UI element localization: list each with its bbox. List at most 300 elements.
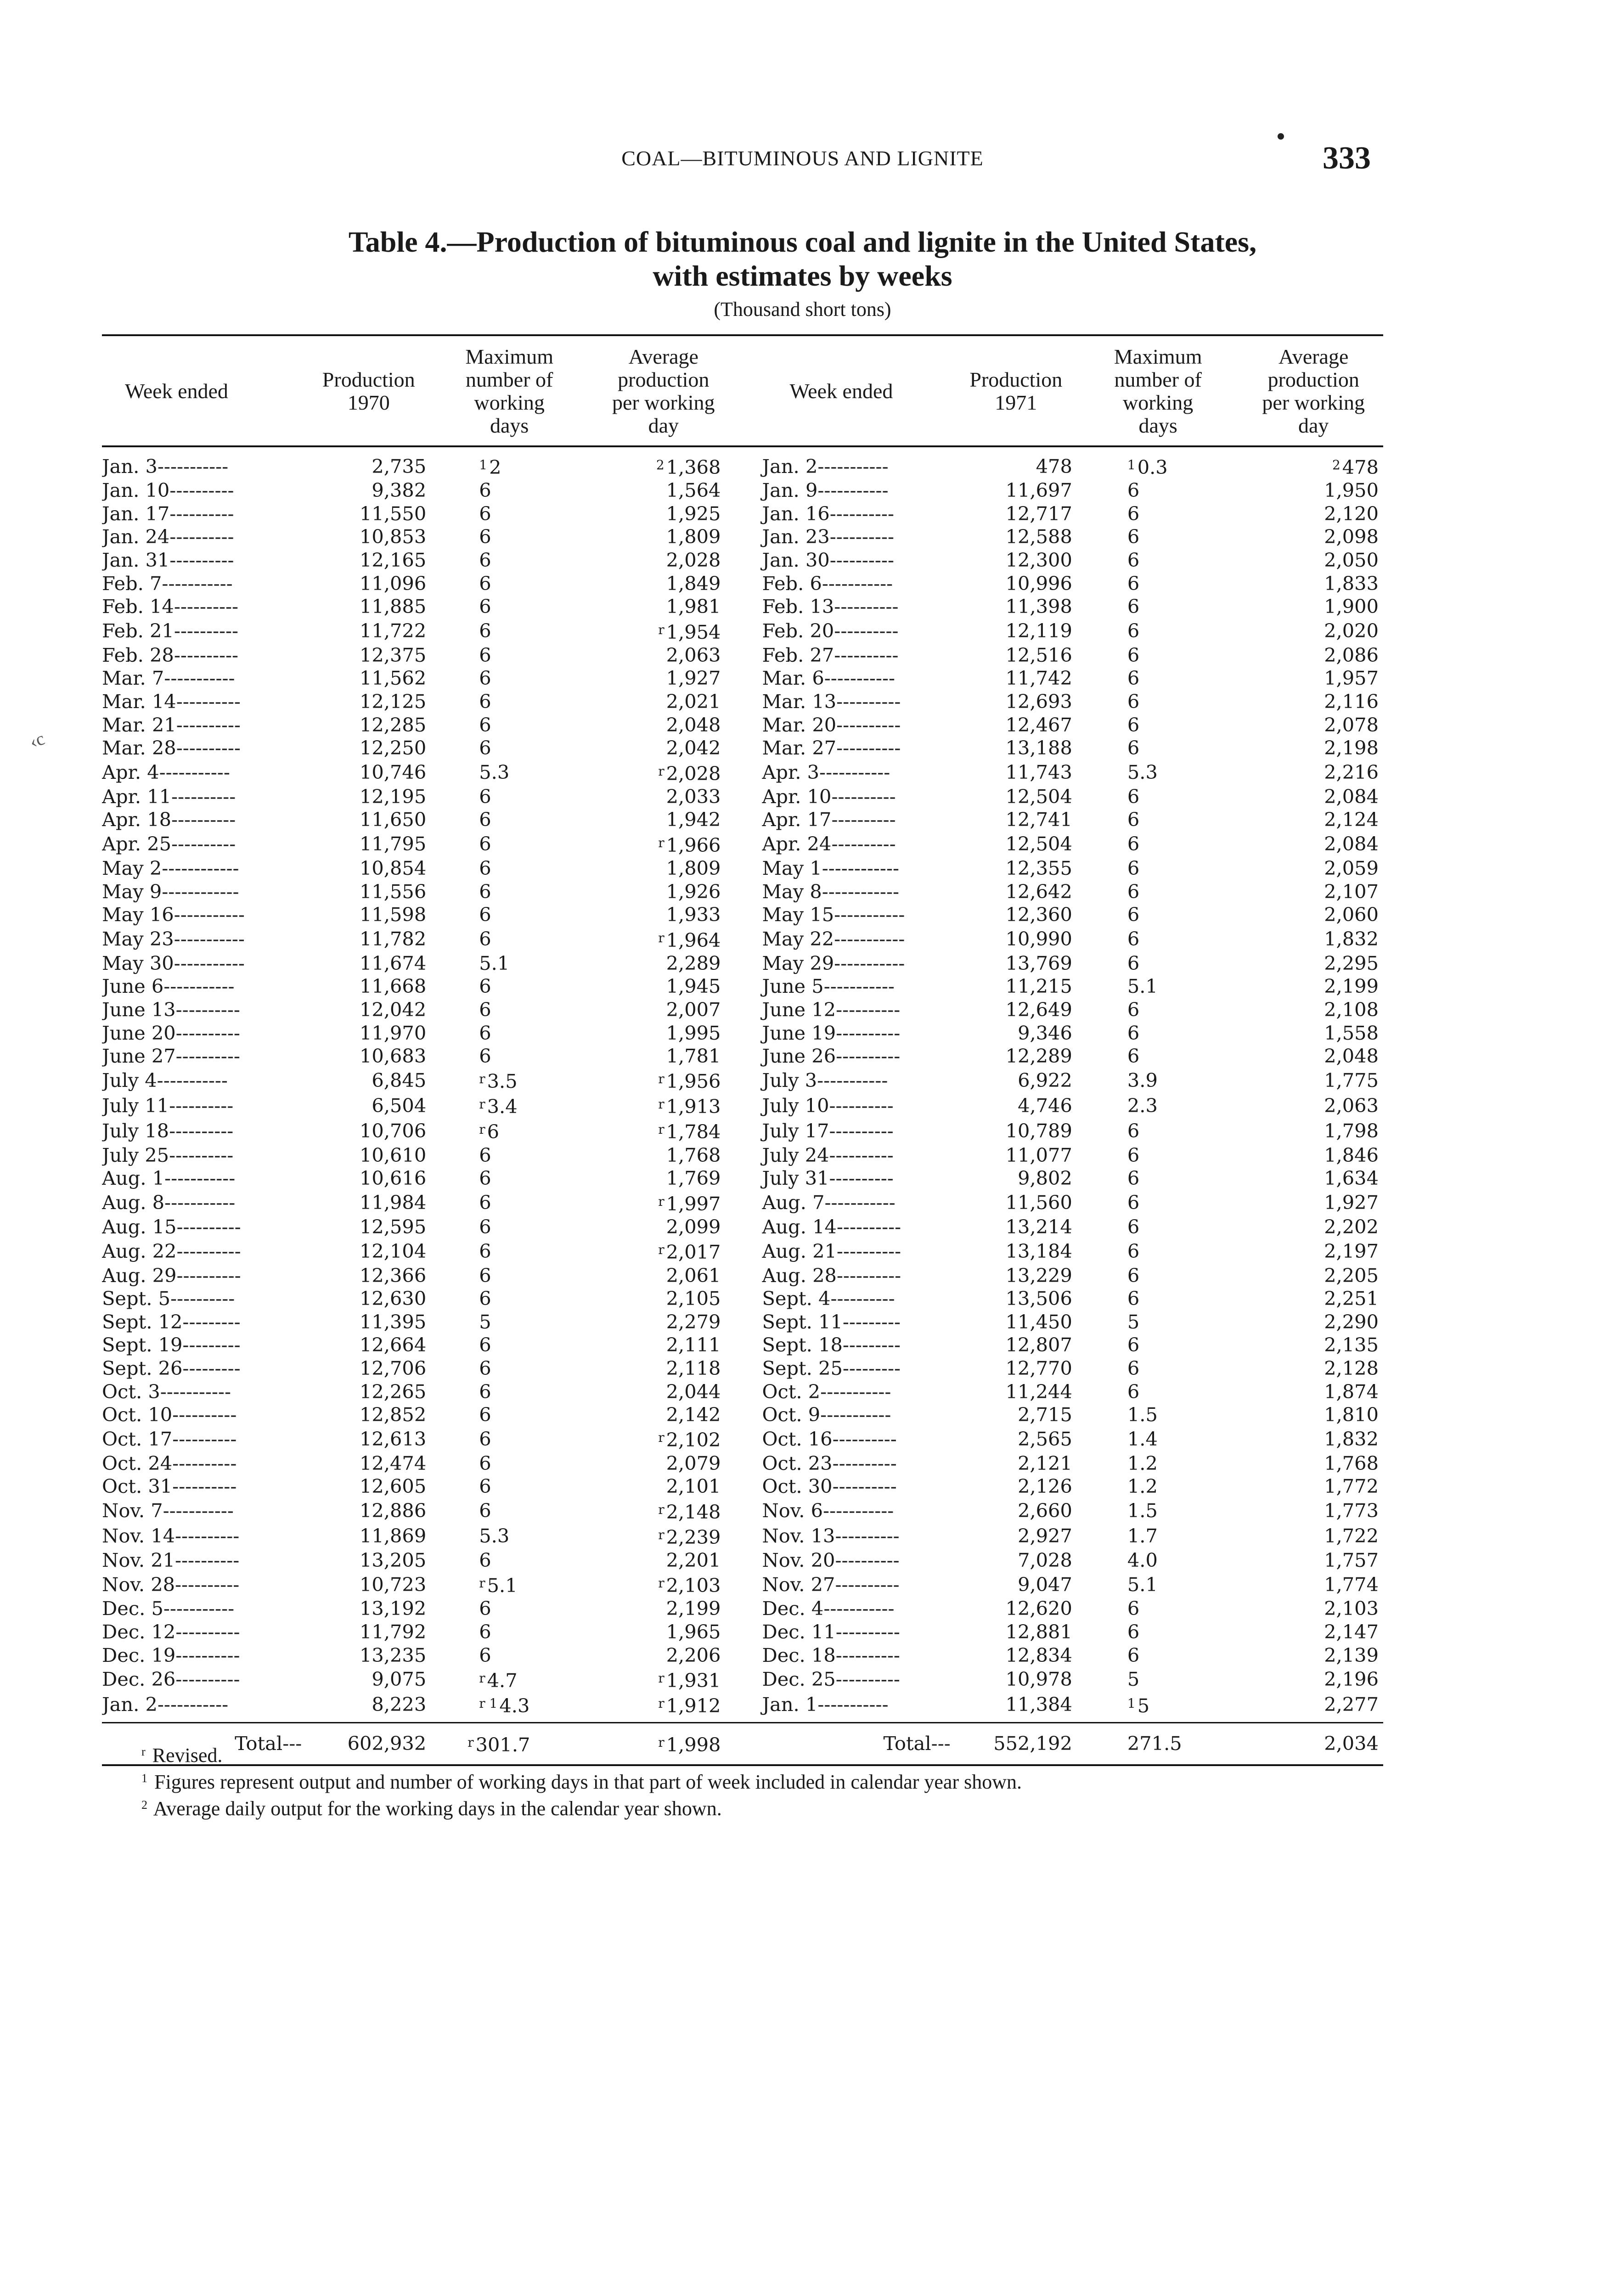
max-days-1970 [426,1021,592,1045]
avg-per-day-1971-value: 2,295 [1324,951,1379,974]
production-1971: 12,881 [1005,1621,1072,1643]
production-1970: 10,853 [360,525,427,548]
max-days-1970 [426,1190,592,1216]
week-ended-1970: Nov. 7----------- [102,1499,234,1522]
avg-per-day-1970-value: 1,925 [666,502,721,525]
avg-per-day-1970-mark: r [658,1502,665,1517]
max-days-1970-value: 6 [479,1264,491,1287]
avg-per-day-1971 [1244,880,1383,903]
week-ended-1970: Oct. 10---------- [102,1403,237,1426]
running-head: COAL—BITUMINOUS AND LIGNITE [621,146,984,170]
max-days-1971-value: 6 [1127,572,1140,595]
max-days-1971-value: 1.5 [1127,1403,1158,1426]
avg-per-day-1970 [592,690,734,714]
week-ended-1970: Feb. 14---------- [102,595,239,618]
avg-per-day-1970-mark: r [658,835,665,850]
max-days-1971 [1072,998,1244,1022]
week-ended-1971: July 3----------- [762,1069,888,1092]
week-ended-1971: Aug. 14---------- [762,1215,901,1238]
production-1970: 12,886 [360,1499,427,1522]
avg-per-day-1970 [592,760,734,785]
max-days-1970 [426,713,592,737]
avg-per-day-1970-value: 2,021 [666,690,721,713]
avg-per-day-1971-value: 2,107 [1324,880,1379,903]
avg-per-day-1970 [592,1380,734,1403]
avg-per-day-1970 [592,644,734,667]
week-ended-1970: Jan. 2----------- [102,1693,229,1716]
avg-per-day-1970 [592,502,734,526]
week-ended-1971: Mar. 20---------- [762,713,901,736]
max-days-1971-value: 6 [1127,785,1140,808]
max-days-1970-value: 4.7 [487,1669,518,1692]
week-ended-1970: Apr. 11---------- [102,785,236,808]
max-days-1971 [1072,857,1244,880]
production-1970: 11,668 [360,975,427,998]
max-days-1970 [426,502,592,526]
avg-per-day-1970 [592,1597,734,1621]
max-days-1970 [426,975,592,998]
avg-per-day-1970-value: 1,809 [666,857,721,880]
avg-per-day-1970-value: 2,028 [666,549,721,572]
max-days-1971-value: 6 [1127,1264,1140,1287]
max-days-1971-value: 6 [1127,1143,1140,1166]
avg-per-day-1970-value: 2,111 [666,1334,721,1356]
avg-per-day-1971-value: 2,128 [1324,1356,1379,1379]
total-avg-per-day-1970-value: 1,998 [666,1733,721,1756]
production-1971: 2,927 [1018,1525,1072,1548]
avg-per-day-1971 [1244,1216,1383,1239]
avg-per-day-1971 [1244,1475,1383,1498]
avg-per-day-1970 [592,903,734,927]
max-days-1970 [426,572,592,595]
production-1970: 12,613 [360,1427,427,1450]
week-ended-1971: Dec. 4----------- [762,1597,895,1620]
max-days-1971 [1072,1549,1244,1572]
avg-per-day-1971 [1244,713,1383,737]
max-days-1971 [1072,952,1244,975]
avg-per-day-1970 [592,1357,734,1380]
header-max-days-1971: Maximum number of working days [1114,345,1202,437]
avg-per-day-1971 [1244,525,1383,549]
avg-per-day-1971 [1244,1643,1383,1667]
avg-per-day-1970 [592,525,734,549]
production-1971: 11,560 [1005,1191,1072,1214]
max-days-1971-value: 6 [1127,808,1140,831]
max-days-1970-value: 6 [479,1548,491,1571]
max-days-1971 [1072,1045,1244,1068]
week-ended-1970: Dec. 19---------- [102,1643,240,1666]
avg-per-day-1970-value: 1,564 [666,479,721,502]
table-row [102,927,1383,952]
week-ended-1971: Oct. 23---------- [762,1452,897,1474]
max-days-1970-value: 2 [489,456,501,478]
production-1970: 11,795 [360,833,427,855]
avg-per-day-1970-value: 1,956 [666,1070,721,1093]
avg-per-day-1971-value: 478 [1342,456,1379,478]
production-1971: 9,047 [1018,1573,1072,1596]
avg-per-day-1971 [1244,785,1383,809]
max-days-1971 [1072,1287,1244,1311]
max-days-1970 [426,1216,592,1239]
week-ended-1971: June 12---------- [762,998,901,1021]
avg-per-day-1970-mark: r [658,622,665,637]
avg-per-day-1970 [592,1216,734,1239]
table-row [102,572,1383,595]
production-1971: 10,996 [1005,572,1072,595]
week-ended-1970: Jan. 3----------- [102,455,229,478]
production-1970: 12,125 [360,690,427,713]
max-days-1970 [426,1643,592,1667]
table-row [102,1549,1383,1572]
table-row [102,760,1383,785]
week-ended-1971: July 10---------- [762,1094,894,1117]
avg-per-day-1971 [1244,1597,1383,1621]
max-days-1971 [1072,1426,1244,1452]
avg-per-day-1971 [1244,760,1383,785]
max-days-1971 [1072,1597,1244,1621]
week-ended-1971: May 1------------ [762,857,899,880]
avg-per-day-1970 [592,1045,734,1068]
avg-per-day-1971-value: 1,558 [1324,1021,1379,1044]
table-title-line-2: with estimates by weeks [653,259,952,292]
week-ended-1971: Jan. 16---------- [762,502,894,525]
production-1971: 11,743 [1005,761,1072,784]
week-ended-1971: May 15----------- [762,903,905,926]
avg-per-day-1971 [1244,952,1383,975]
avg-per-day-1970 [592,479,734,502]
avg-per-day-1970-value: 1,981 [666,595,721,618]
week-ended-1971: Dec. 25---------- [762,1668,900,1691]
table-row [102,1310,1383,1334]
avg-per-day-1970-value: 2,048 [666,713,721,736]
max-days-1971 [1072,1524,1244,1549]
table-row [102,903,1383,927]
max-days-1970 [426,998,592,1022]
week-ended-1970: Apr. 18---------- [102,808,236,831]
week-ended-1970: July 11---------- [102,1094,234,1117]
max-days-1970-value: 6 [479,975,491,998]
week-ended-1971: Aug. 21---------- [762,1239,901,1262]
production-1970: 2,735 [372,455,427,478]
max-days-1970-value: 6 [479,572,491,595]
max-days-1970-mark: r [479,1097,485,1112]
production-1970: 11,970 [360,1021,427,1044]
week-ended-1971: Sept. 4---------- [762,1287,895,1310]
production-1971: 11,742 [1005,667,1072,690]
max-days-1970 [426,1334,592,1357]
avg-per-day-1970-value: 1,933 [666,903,721,926]
week-ended-1971: Feb. 20---------- [762,619,899,642]
table-row [102,1118,1383,1143]
week-ended-1971: Jan. 30---------- [762,549,894,572]
avg-per-day-1970-value: 2,148 [666,1500,721,1523]
avg-per-day-1971-value: 2,124 [1324,808,1379,831]
max-days-1970 [426,479,592,502]
max-days-1971 [1072,1118,1244,1143]
table-row [102,644,1383,667]
max-days-1970-value: 6 [479,1643,491,1666]
production-1970: 12,165 [360,549,427,572]
week-ended-1970: Dec. 12---------- [102,1621,240,1643]
max-days-1970 [426,446,592,479]
avg-per-day-1971 [1244,1426,1383,1452]
table-row [102,446,1383,479]
week-ended-1970: Feb. 28---------- [102,643,239,666]
week-ended-1971: Aug. 28---------- [762,1264,901,1287]
total-max-days-1970-mark: r [467,1734,474,1750]
avg-per-day-1971-value: 2,277 [1324,1693,1379,1716]
max-days-1971-value: 6 [1127,928,1140,950]
max-days-1970 [426,760,592,785]
avg-per-day-1971-value: 2,251 [1324,1287,1379,1310]
avg-per-day-1970 [592,1572,734,1597]
total-label-1970: Total--- [102,1722,311,1765]
avg-per-day-1971 [1244,1143,1383,1167]
max-days-1971-value: 3.9 [1127,1069,1158,1092]
production-table-container [102,334,1383,1766]
avg-per-day-1971-value: 1,927 [1324,1191,1379,1214]
avg-per-day-1971 [1244,1068,1383,1093]
week-ended-1970: Oct. 31---------- [102,1475,237,1498]
table-row [102,1380,1383,1403]
max-days-1971 [1072,1238,1244,1264]
max-days-1971-value: 6 [1127,880,1140,903]
avg-per-day-1971-value: 2,135 [1324,1334,1379,1356]
avg-per-day-1970 [592,595,734,619]
avg-per-day-1971 [1244,998,1383,1022]
avg-per-day-1971 [1244,1238,1383,1264]
max-days-1970-value: 5.1 [487,1574,518,1597]
production-1971: 13,769 [1005,951,1072,974]
max-days-1971-value: 6 [1127,713,1140,736]
production-1970: 12,042 [360,998,427,1021]
max-days-1971-value: 1.5 [1127,1499,1158,1522]
avg-per-day-1970-value: 1,913 [666,1095,721,1118]
production-1970: 11,395 [360,1310,427,1333]
avg-per-day-1971-value: 2,120 [1324,502,1379,525]
max-days-1970-mark: r [479,1670,485,1686]
avg-per-day-1971 [1244,1093,1383,1118]
header-week-ended-1971: Week ended [789,379,893,403]
avg-per-day-1970 [592,1334,734,1357]
week-ended-1971: May 8------------ [762,880,899,903]
max-days-1970 [426,1357,592,1380]
avg-per-day-1971-value: 1,634 [1324,1167,1379,1190]
week-ended-1971: June 26---------- [762,1045,901,1068]
avg-per-day-1970-value: 1,995 [666,1021,721,1044]
avg-per-day-1971-value: 1,832 [1324,1427,1379,1450]
table-row [102,1238,1383,1264]
week-ended-1971: June 19---------- [762,1021,901,1044]
production-1971: 12,588 [1005,525,1072,548]
avg-per-day-1971 [1244,690,1383,714]
week-ended-1971: July 24---------- [762,1143,894,1166]
footnote-mark: 2 [141,1798,147,1812]
max-days-1970-value: 6 [479,1215,491,1238]
footnote [141,1740,1404,1767]
avg-per-day-1971-value: 2,202 [1324,1215,1379,1238]
max-days-1970-value: 6 [479,549,491,572]
avg-per-day-1970-value: 1,849 [666,572,721,595]
avg-per-day-1971-value: 1,900 [1324,595,1379,618]
avg-per-day-1971-value: 2,197 [1324,1239,1379,1262]
max-days-1971 [1072,619,1244,644]
week-ended-1971: Jan. 23---------- [762,525,894,548]
avg-per-day-1970-mark: r [658,1576,665,1591]
max-days-1971-value: 6 [1127,737,1140,760]
week-ended-1971: July 31---------- [762,1167,894,1190]
max-days-1970 [426,549,592,572]
week-ended-1970: May 30----------- [102,951,245,974]
max-days-1971 [1072,1643,1244,1667]
max-days-1970-value: 6 [479,1143,491,1166]
max-days-1970 [426,1167,592,1190]
table-row [102,549,1383,572]
max-days-1970 [426,1524,592,1549]
avg-per-day-1971 [1244,857,1383,880]
week-ended-1970: July 4----------- [102,1069,228,1092]
week-ended-1970: Sept. 19--------- [102,1334,241,1356]
table-row [102,595,1383,619]
max-days-1971-value: 6 [1127,1356,1140,1379]
avg-per-day-1971-value: 2,116 [1324,690,1379,713]
avg-per-day-1971 [1244,1287,1383,1311]
max-days-1971 [1072,1264,1244,1287]
week-ended-1970: Oct. 24---------- [102,1452,237,1474]
max-days-1971-value: 5.1 [1127,1573,1158,1596]
avg-per-day-1970-value: 2,063 [666,643,721,666]
avg-per-day-1970 [592,1118,734,1143]
production-1971: 12,467 [1005,713,1072,736]
production-1970: 13,205 [360,1548,427,1571]
avg-per-day-1970-value: 2,105 [666,1287,721,1310]
production-1971: 11,384 [1005,1693,1072,1716]
max-days-1971 [1072,1190,1244,1216]
avg-per-day-1970-value: 1,942 [666,808,721,831]
max-days-1970 [426,857,592,880]
max-days-1971-value: 6 [1127,690,1140,713]
production-1970: 13,235 [360,1643,427,1666]
week-ended-1970: Apr. 25---------- [102,833,236,855]
max-days-1970-value: 5.3 [479,761,510,784]
max-days-1970-value: 6 [479,595,491,618]
week-ended-1970: Nov. 14---------- [102,1525,240,1548]
max-days-1970-value: 6 [479,1167,491,1190]
max-days-1971-value: 5.3 [1127,761,1158,784]
max-days-1971 [1072,1021,1244,1045]
avg-per-day-1970-value: 2,102 [666,1429,721,1452]
avg-per-day-1971 [1244,1045,1383,1068]
avg-per-day-1971-value: 2,147 [1324,1621,1379,1643]
footnote-mark: 1 [141,1772,147,1785]
production-1970: 11,556 [360,880,427,903]
max-days-1970 [426,1621,592,1644]
production-1970: 12,195 [360,785,427,808]
production-1970: 10,610 [360,1143,427,1166]
max-days-1970-mark: r [479,1122,485,1137]
week-ended-1970: Oct. 17---------- [102,1427,237,1450]
avg-per-day-1970 [592,619,734,644]
avg-per-day-1970-value: 2,033 [666,785,721,808]
week-ended-1971: June 5----------- [762,975,895,998]
avg-per-day-1970 [592,1403,734,1427]
margin-pencil-mark: ‹c [27,728,47,752]
avg-per-day-1971-value: 2,108 [1324,998,1379,1021]
max-days-1970-value: 6 [479,502,491,525]
production-1971: 2,715 [1018,1403,1072,1426]
max-days-1971 [1072,808,1244,832]
avg-per-day-1970-value: 2,199 [666,1597,721,1620]
header-avg-per-day-1970: Average production per working day [612,345,715,437]
max-days-1971 [1072,1310,1244,1334]
production-1970: 11,562 [360,667,427,690]
max-days-1971-mark: 1 [1127,457,1136,473]
week-ended-1970: Dec. 5----------- [102,1597,235,1620]
week-ended-1970: May 2------------ [102,857,239,880]
week-ended-1971: Jan. 1----------- [762,1693,889,1716]
max-days-1970-value: 6 [479,998,491,1021]
total-production-1970: 602,932 [311,1722,426,1765]
week-ended-1970: June 20---------- [102,1021,240,1044]
max-days-1971 [1072,1452,1244,1475]
max-days-1970-value: 6 [479,1475,491,1498]
week-ended-1970: Nov. 21---------- [102,1548,240,1571]
week-ended-1971: Jan. 2----------- [762,455,889,478]
avg-per-day-1970 [592,1068,734,1093]
week-ended-1971: Sept. 18--------- [762,1334,901,1356]
production-1971: 12,300 [1005,549,1072,572]
week-ended-1971: Nov. 27---------- [762,1573,900,1596]
max-days-1971-value: 6 [1127,549,1140,572]
table-row [102,1452,1383,1475]
week-ended-1971: Dec. 18---------- [762,1643,900,1666]
table-row [102,1190,1383,1216]
avg-per-day-1970 [592,572,734,595]
production-1970: 11,782 [360,928,427,950]
avg-per-day-1971-value: 2,103 [1324,1597,1379,1620]
max-days-1971 [1072,927,1244,952]
week-ended-1971: Oct. 2----------- [762,1380,891,1403]
max-days-1970 [426,903,592,927]
table-row [102,1475,1383,1498]
max-days-1971 [1072,1093,1244,1118]
production-1971: 12,693 [1005,690,1072,713]
max-days-1970-value: 5 [479,1310,491,1333]
avg-per-day-1971-value: 2,196 [1324,1668,1379,1691]
max-days-1970-value: 3.4 [487,1095,518,1118]
avg-per-day-1970 [592,1190,734,1216]
avg-per-day-1971 [1244,1621,1383,1644]
week-ended-1971: May 22----------- [762,928,905,950]
max-days-1970-value: 5.3 [479,1525,510,1548]
avg-per-day-1971-value: 2,086 [1324,643,1379,666]
table-row [102,737,1383,760]
production-1970: 10,616 [360,1167,427,1190]
avg-per-day-1970 [592,952,734,975]
week-ended-1970: Mar. 7----------- [102,667,235,690]
week-ended-1970: May 16----------- [102,903,245,926]
max-days-1971 [1072,446,1244,479]
table-row [102,525,1383,549]
production-1971: 2,121 [1018,1452,1072,1474]
avg-per-day-1971 [1244,1021,1383,1045]
max-days-1971 [1072,785,1244,809]
max-days-1970-value: 6 [479,713,491,736]
avg-per-day-1970-value: 1,954 [666,620,721,643]
avg-per-day-1971 [1244,1667,1383,1692]
max-days-1970-value: 6 [479,857,491,880]
week-ended-1970: Oct. 3----------- [102,1380,231,1403]
